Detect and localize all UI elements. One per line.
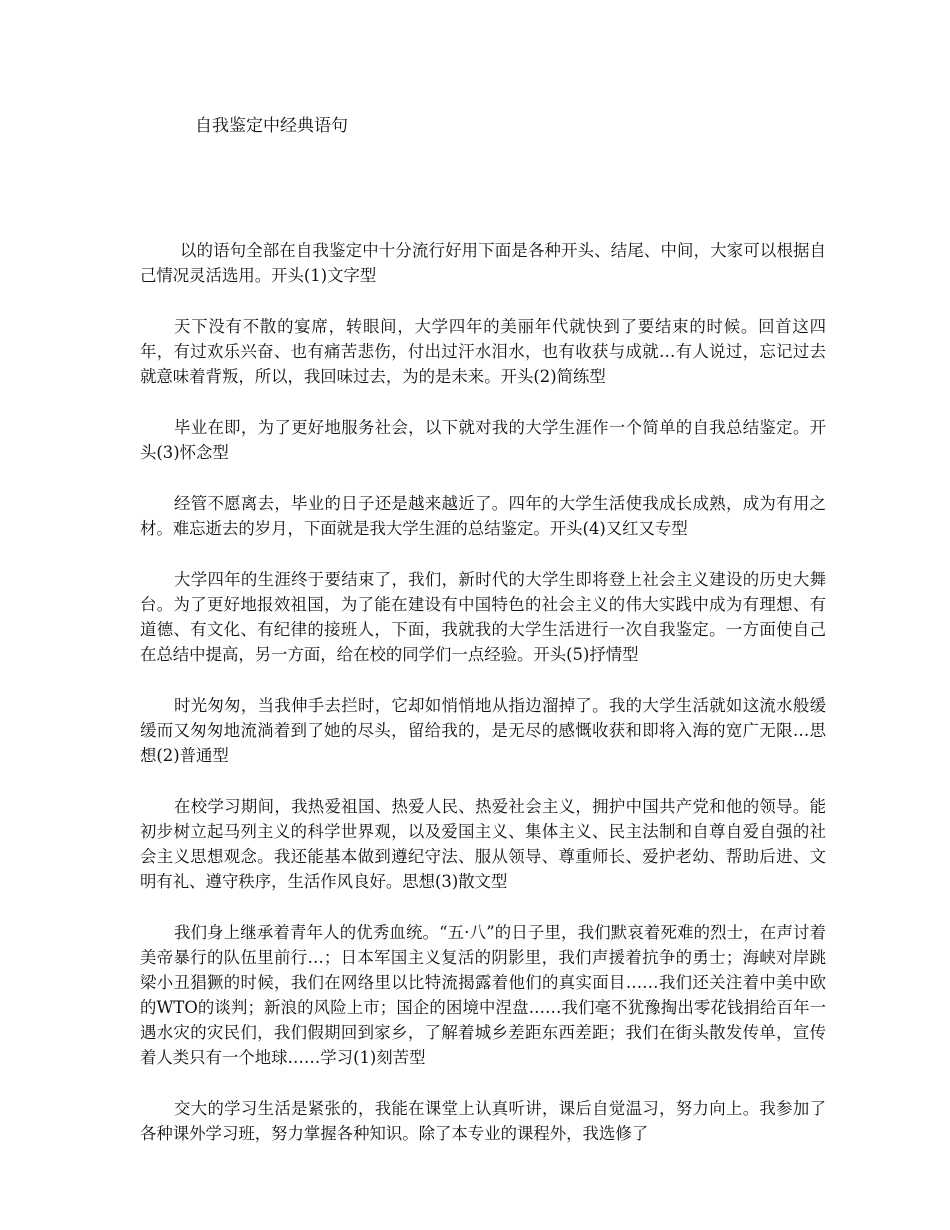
paragraph-study-diligent-type: 交大的学习生活是紧张的，我能在课堂上认真听讲，课后自觉温习，努力向上。我参加了各种课外学习班，努力掌握各种知识。除了本专业的课程外，我选修了 <box>140 1099 826 1143</box>
paragraph-opening-concise-type: 毕业在即，为了更好地服务社会，以下就对我的大学生涯作一个简单的自我总结鉴定。开头(3)怀念型 <box>140 418 826 462</box>
paragraph-intro: 以的语句全部在自我鉴定中十分流行好用下面是各种开头、结尾、中间，大家可以根据自己情况灵活选用。开头(1)文字型 <box>140 241 826 285</box>
document-title: 自我鉴定中经典语句 <box>195 116 348 136</box>
paragraph-opening-lyrical-type: 时光匆匆，当我伸手去拦时，它却如悄悄地从指边溜掉了。我的大学生活就如这流水般缓缓而又匆匆地流淌着到了她的尽头，留给我的，是无尽的感慨收获和即将入海的宽广无限…思想(2)普通型 <box>140 696 826 765</box>
paragraph-thought-prose-type: 我们身上继承着青年人的优秀血统。“五·八”的日子里，我们默哀着死难的烈士，在声讨着美帝暴行的队伍里前行…；日本军国主义复活的阴影里，我们声援着抗争的勇士；海峡对岸跳梁小丑猖獗的时候，我们在网络里以比特流揭露着他们的真实面目……我们还关注着中美中欧的WTO的谈判；新浪的风险上市；国企的困境中涅盘……我们毫不犹豫掏出零花钱捐给百年一遇水灾的灾民们，我们假期回到家乡，了解着城乡差距东西差距；我们在街头散发传单，宣传着人类只有一个地球……学习(1)刻苦型 <box>140 923 826 1067</box>
paragraph-opening-nostalgic-type: 经管不愿离去，毕业的日子还是越来越近了。四年的大学生活使我成长成熟，成为有用之材。难忘逝去的岁月，下面就是我大学生涯的总结鉴定。开头(4)又红又专型 <box>140 494 826 538</box>
paragraph-thought-ordinary-type: 在校学习期间，我热爱祖国、热爱人民、热爱社会主义，拥护中国共产党和他的领导。能初步树立起马列主义的科学世界观，以及爱国主义、集体主义、民主法制和自尊自爱自强的社会主义思想观念。我还能基本做到遵纪守法、服从领导、尊重师长、爱护老幼、帮助后进、文明有礼、遵守秩序，生活作风良好。思想(3)散文型 <box>140 797 826 891</box>
paragraph-opening-red-expert-type: 大学四年的生涯终于要结束了，我们，新时代的大学生即将登上社会主义建设的历史大舞台。为了更好地报效祖国，为了能在建设有中国特色的社会主义的伟大实践中成为有理想、有道德、有文化、有纪律的接班人，下面，我就我的大学生活进行一次自我鉴定。一方面使自己在总结中提高，另一方面，给在校的同学们一点经验。开头(5)抒情型 <box>140 570 826 664</box>
paragraph-opening-text-type: 天下没有不散的宴席，转眼间，大学四年的美丽年代就快到了要结束的时候。回首这四年，有过欢乐兴奋、也有痛苦悲伤，付出过汗水泪水，也有收获与成就…有人说过，忘记过去就意味着背叛，所以，我回味过去，为的是未来。开头(2)简练型 <box>140 317 826 386</box>
document-body <box>140 238 826 1172</box>
